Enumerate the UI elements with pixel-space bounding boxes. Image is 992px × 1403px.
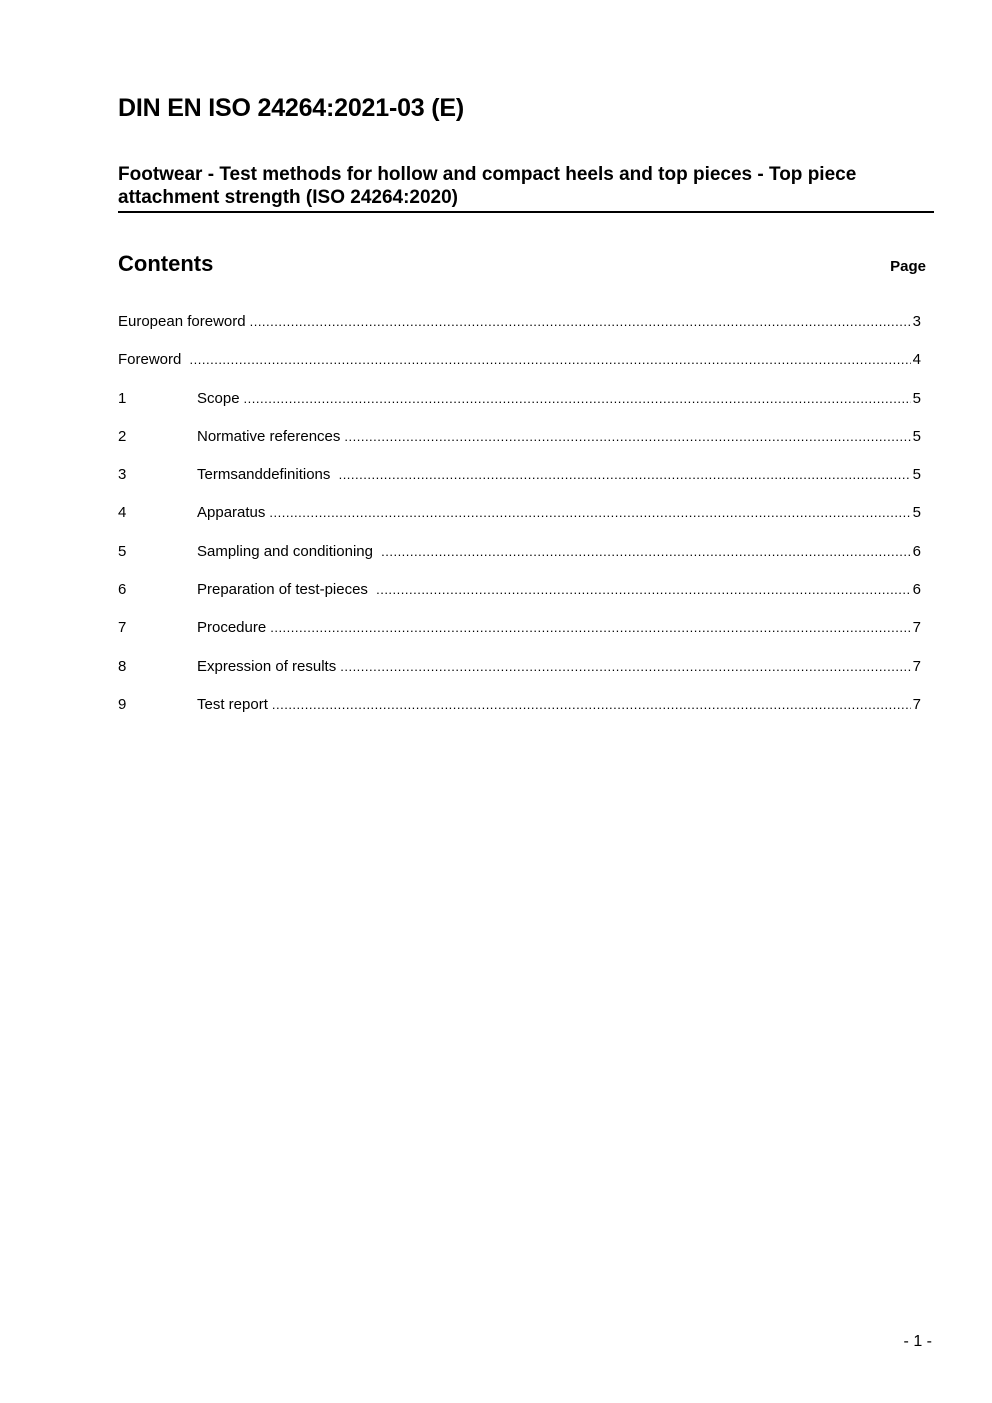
toc-entry-page: 7 — [912, 695, 921, 713]
toc-entry-number: 1 — [118, 389, 127, 407]
toc-entry[interactable] — [118, 466, 921, 504]
document-title: DIN EN ISO 24264:2021-03 (E) — [118, 94, 464, 122]
toc-entry-number: 5 — [118, 542, 127, 560]
toc-entry-page: 6 — [912, 542, 921, 560]
toc-entry-label: Sampling and conditioning — [197, 542, 378, 560]
toc-entry[interactable] — [118, 619, 921, 657]
toc-entry-label: Termsanddefinitions — [197, 466, 335, 484]
toc-entry-number: 3 — [118, 466, 127, 484]
toc-entry[interactable] — [118, 696, 921, 734]
toc-leader-dots — [339, 467, 911, 482]
footer-page-number: - 1 - — [903, 1333, 932, 1350]
toc-entry-number: 4 — [118, 504, 127, 522]
toc-entry-page: 6 — [912, 581, 921, 599]
toc-leader-dots — [344, 429, 910, 444]
toc-entry-number: 9 — [118, 695, 127, 713]
toc-entry-label: Scope — [197, 389, 240, 407]
toc-entry-number: 8 — [118, 657, 127, 675]
toc-entry-label: Apparatus — [197, 504, 266, 522]
toc-entry-label: Foreword — [118, 351, 186, 369]
toc-entry[interactable] — [118, 581, 921, 619]
toc-leader-dots — [190, 352, 911, 367]
table-of-contents — [118, 313, 921, 734]
toc-leader-dots — [272, 697, 911, 712]
toc-leader-dots — [340, 659, 910, 674]
toc-entry-label: European foreword — [118, 313, 246, 330]
toc-entry[interactable] — [118, 543, 921, 581]
toc-entry-page: 5 — [912, 427, 921, 445]
toc-entry[interactable] — [118, 351, 921, 389]
toc-leader-dots — [244, 391, 911, 406]
toc-leader-dots — [376, 582, 911, 597]
toc-entry-page: 4 — [912, 351, 921, 369]
toc-entry-label: Preparation of test-pieces — [197, 581, 373, 599]
toc-entry-page: 7 — [912, 657, 921, 675]
toc-leader-dots — [381, 544, 911, 559]
toc-entry-label: Test report — [197, 695, 268, 713]
toc-entry-label: Procedure — [197, 619, 267, 637]
toc-entry[interactable] — [118, 428, 921, 466]
toc-entry-number: 2 — [118, 427, 127, 445]
page-column-heading: Page — [890, 258, 926, 275]
contents-heading: Contents — [118, 251, 214, 276]
toc-entry-label: Expression of results — [197, 657, 337, 675]
toc-entry-number: 6 — [118, 581, 127, 599]
toc-entry[interactable] — [118, 658, 921, 696]
toc-entry[interactable] — [118, 504, 921, 542]
toc-entry-label: Normative references — [197, 427, 341, 445]
toc-leader-dots — [269, 505, 910, 520]
toc-entry-page: 5 — [912, 504, 921, 522]
toc-entry-page: 5 — [912, 389, 921, 407]
toc-leader-dots — [270, 620, 910, 635]
toc-entry[interactable] — [118, 313, 921, 351]
toc-entry-page: 5 — [912, 466, 921, 484]
toc-leader-dots — [250, 314, 911, 329]
toc-entry-page: 3 — [912, 313, 921, 330]
toc-entry[interactable] — [118, 390, 921, 428]
toc-entry-number: 7 — [118, 619, 127, 637]
toc-entry-page: 7 — [912, 619, 921, 637]
document-subtitle: Footwear - Test methods for hollow and compact heels and top pieces - Top piece attachment strength (ISO 24264:2020) — [118, 163, 934, 213]
